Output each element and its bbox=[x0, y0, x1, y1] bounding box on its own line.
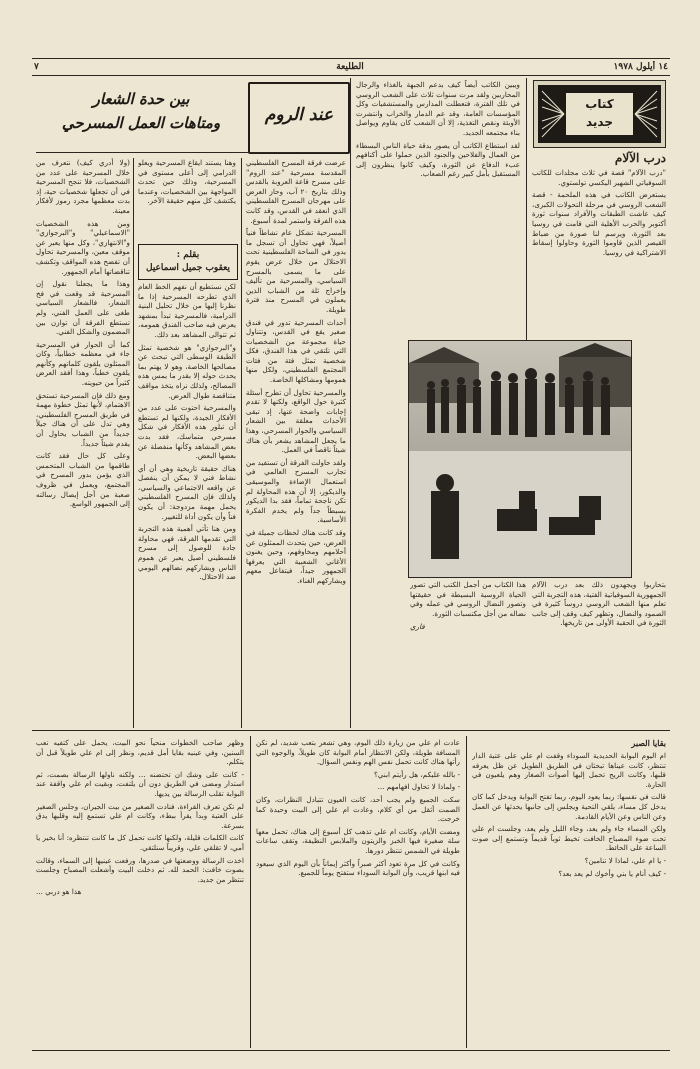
story-paragraph: - ولماذا لا تحاول افهامهم ... bbox=[377, 782, 460, 792]
headline-box bbox=[248, 82, 350, 154]
column-divider bbox=[241, 158, 242, 728]
article-paragraph: عرضت فرقة المسرح الفلسطيني المقدسة مسرحية "عند الروم" على مسرح قاعة العروبة بالقدس وذلك بتاريخ ٢٠ آب، وحاز العرض على مهرجان المسرح الفلسطيني الذي انعقد في القدس، وقد كانت هذه الفرقة واستمر لمدة أسبوع. bbox=[246, 158, 346, 225]
article-column-1 bbox=[246, 158, 346, 724]
article-paragraph: وهذا ما يجعلنا نقول إن المسرحية قد وقعت في فخ الشعار، فالشعار السياسي طغى على العمل الفني، ولم تستطع الفرقة أن توازن بين المضمون والشكل الفني. bbox=[36, 279, 130, 337]
article-column-2 bbox=[138, 282, 236, 724]
story-title: بقايا الصبر bbox=[631, 738, 666, 748]
byline-box bbox=[138, 244, 238, 280]
story-paragraph: لم تكن تعرف القراءة، فنادت الصغير من بيت الجيران، وجلس الصغير على العتبة وبدأ يقرأ ببطء، وكانت ام علي تستمع إليه وقلبها يدق بسرعة. bbox=[36, 801, 244, 830]
book-paragraph: يستعرض الكاتب في هذه الملحمة - قصة الشعب الروسي في مرحلة التحولات الكبرى، كيف عاشت الطبقات والأفراد سنوات ثورة أكتوبر والحرب الأهلية التي قامت في روسيا بعد الثورة، ويرسم لنا صورة من ضباط القيصر الذين قاوموا الثورة وحاولوا إسقاط الاشتراكية في روسيا. bbox=[532, 190, 666, 257]
book-paragraph: بتحاربوا ويجهدون ذلك بعد درب الآلام الجمهورية السوفياتية الفتية، هذه التجربة التي تعلم منها الشعب الروسي دروساً كثيرة في الصمود والنضال، وتظهر كيف وقف إلى جانب الثورة في الحقبة الأولى من تاريخها. bbox=[532, 580, 666, 628]
book-paragraph: لقد استطاع الكاتب أن يصور بدقة حياة الناس البسطاء من العمال والفلاحين والجنود الذين حملوا على أكتافهم عبء الدفاع عن الثورة، وكيف كانوا ينظرون إلى المستقبل بأمل كبير رغم الصعاب. bbox=[356, 140, 520, 179]
story-paragraph: قالت في نفسها: ربما يعود اليوم، ربما تفتح البوابة ويدخل كما كان يدخل كل مساء، يلقي التحية ويجلس إلى جانبها يحدثها عن العمل وعن الناس وعن الأيام القادمة. bbox=[472, 792, 666, 821]
header-rule-top bbox=[32, 58, 670, 59]
story-paragraph: ام اليوم البوابة الحديدية السوداء وقفت ام علي على عتبة الدار تنتظر، كانت عيناها تبحثان في الطريق الطويل عن ظل يعرفه قلبها، وكانت الريح تحمل إليها أصوات الصغار وهم يلعبون في الحارة. bbox=[472, 751, 666, 789]
story-paragraph: وكانت في كل مرة تعود أكثر صبراً وأكثر إيماناً بأن اليوم الذي سيعود فيه ابنها قريب، وأن البوابة السوداء ستفتح يوماً للجميع. bbox=[256, 858, 460, 878]
article-subtitle-line-2: ومتاهات العمل المسرحي bbox=[61, 114, 221, 132]
article-paragraph: ومن هذه الشخصيات "الاسماعيلي" و"البرجوازي" و"الانتهازي"، وكل منها يعبر عن موقف معين، والمسرحية تحاول أن تفضح هذه المواقف وتكشف تناقضاتها أمام الجمهور. bbox=[36, 218, 130, 276]
article-paragraph: و"البرجوازي" هو شخصية تمثل الطبقة الوسطى التي تبحث عن مصالحها الخاصة، وهو لا يهتم بما يحدث حوله إلا بقدر ما يمس هذه المصالح، ولذلك نراه يتخذ مواقف متناقضة طوال العرض. bbox=[138, 342, 236, 400]
article-column-3 bbox=[36, 158, 130, 724]
column-divider bbox=[350, 78, 351, 728]
article-paragraph: وعلى كل حال فقد كانت طاقمها من الشباب المتحمس الذي يؤمن بدور المسرح في المجتمع، ويعمل في ظروف صعبة من أجل إيصال رسالته إلى الجمهور الواسع. bbox=[36, 451, 130, 509]
book-review-column-2 bbox=[356, 80, 520, 336]
story-column-1 bbox=[472, 738, 666, 1044]
article-paragraph: ولقد حاولت الفرقة أن تستفيد من تجارب المسرح العالمي في استعمال الإضاءة والموسيقى والديكور، إلا أن هذه المحاولة لم تكن ناجحة تماماً، فقد بدا الديكور بسيطاً جداً ولم يخدم الفكرة الأساسية. bbox=[246, 457, 346, 525]
article-paragraph: لكن نستطيع أن نفهم الخط العام الذي تطرحه المسرحية إذا ما نظرنا إليها من خلال تحليل البنية الدرامية، فالمسرحية تبدأ بمشهد يعرض فيه صاحب الفندق همومه، ثم تتوالى المشاهد بعد ذلك. bbox=[138, 282, 236, 339]
story-paragraph: كانت الكلمات قليلة، ولكنها كانت تحمل كل ما كانت تنتظره: أنا بخير يا أمي، لا تقلقي علي، وقريباً سنلتقي. bbox=[36, 833, 244, 852]
logo-word-book: كتاب bbox=[585, 97, 614, 111]
section-name: الطليعة bbox=[336, 62, 364, 72]
article-paragraph: المسرحية تشكل عام نشاطاً فنياً أصيلاً، فهي تحاول أن تسجل ما يدور في الساحة الفلسطينية تحت الاحتلال من خلال عرض يقوم على ما يسمى بالمسرح السياسي، والمسرحية من تأليف وإخراج ثلة من الشباب الذين يعملون في المسرح منذ فترة طويلة. bbox=[246, 228, 346, 314]
article-column-2-top bbox=[138, 158, 236, 242]
article-paragraph: هناك حقيقة تاريخية وهي أن أي نشاط فني لا يمكن أن ينفصل عن واقعه الاجتماعي والسياسي، ولذلك فإن المسرح الفلسطيني يحمل مهمة مزدوجة: أن يكون فناً وأن يكون أداة للتغيير. bbox=[138, 463, 236, 521]
column-divider bbox=[133, 158, 134, 728]
section-separator bbox=[32, 730, 670, 731]
soldiers-photo-icon bbox=[409, 341, 631, 577]
new-book-logo bbox=[533, 80, 666, 148]
column-divider bbox=[466, 736, 467, 1048]
article-paragraph: كما أن الحوار في المسرحية جاء في معظمه خطابياً، وكان الممثلون يلقون كلماتهم وكأنهم يلقون خطباً، وهذا أفقد العرض كثيراً من حيويته. bbox=[36, 339, 130, 388]
article-author: يعقوب جميل اسماعيل bbox=[146, 263, 230, 273]
story-paragraph: سكت الجميع ولم يجب أحد، كانت العيون تتبادل النظرات، وكان الصمت أثقل من أي كلام، وعادت ام علي إلى البيت وحيدة كما خرجت. bbox=[256, 794, 460, 824]
story-paragraph: - كانت على وشك ان تحتضنه ... ولكنه ناولها الرسالة بصمت، ثم استدار ومضى في الطريق دون أن يلتفت، وبقيت ام علي واقفة عند البوابة تقلب الرسالة بين يديها. bbox=[36, 769, 244, 798]
story-paragraph: - يا ام علي، لماذا لا تنامين؟ bbox=[584, 855, 666, 865]
logo-word-new: جديد bbox=[585, 115, 614, 129]
story-paragraph: وظهر صاحب الخطوات منحياً نحو البيت، يحمل على كتفيه تعب السنين، وفي عينيه بقايا أمل قديم، ونظر إلى ام علي طويلاً قبل أن يتكلم. bbox=[36, 738, 244, 767]
book-paragraph: هذا الكتاب من أجمل الكتب التي تصور الحياة الروسية البسيطة في حقيقتها وتصور النضال الروسي في عمله وفي نضاله من أجل مكتسبات الثورة. bbox=[410, 580, 526, 618]
book-review-column-3 bbox=[532, 580, 666, 725]
story-paragraph: هذا هو دربي ... bbox=[36, 887, 82, 897]
issue-date: ١٤ أيلول ١٩٧٨ bbox=[613, 62, 668, 72]
story-paragraph: ولكن المساء جاء ولم يعد، وجاء الليل ولم يعد، وجلست ام علي تحت ضوء المصباح الخافت تخيط ثوباً قديماً وتستمع إلى صوت الساعة على الحائط. bbox=[472, 824, 666, 853]
story-column-3 bbox=[36, 738, 244, 1044]
page-number: ٧ bbox=[34, 62, 39, 72]
book-paragraph: "درب الآلام" قصة في ثلاث مجلدات للكاتب السوفياتي الشهير اليكسي تولستوي. bbox=[532, 168, 666, 187]
book-title: درب الآلام bbox=[614, 151, 666, 165]
story-column-2 bbox=[256, 738, 460, 1044]
story-paragraph: عادت ام علي من زيارة ذلك اليوم، وهي تشعر بتعب شديد، لم تكن المسافة طويلة، ولكن الانتظار أمام البوابة كان طويلاً، والوجوه التي رأتها هناك كانت تحمل نفس الهم ونفس السؤال. bbox=[256, 738, 460, 767]
story-paragraph: ومضت الأيام، وكانت ام علي تذهب كل أسبوع إلى هناك، تحمل معها سلة صغيرة فيها الخبز والزيتون والملابس النظيفة، وتقف ساعات طويلة في الشمس تنتظر دورها. bbox=[256, 826, 460, 855]
article-paragraph: (ولا أدري كيف) نتعرف من خلال المسرحية على عدد من الشخصيات، فلا تنجح المسرحية في أن تجعلها شخصيات حية، إذ بدت معظمها مجرد رموز لأفكار معينة. bbox=[36, 158, 130, 215]
article-subtitle-line-1: بين حدة الشعار bbox=[92, 90, 190, 108]
book-photo bbox=[408, 340, 632, 578]
article-paragraph: ومن هنا تأتي أهمية هذه التجربة التي تقدمها الفرقة، فهي محاولة جادة للوصول إلى مسرح فلسطيني أصيل يعبر عن هموم الناس ويشاركهم نضالهم اليومي ضد الاحتلال. bbox=[138, 524, 236, 582]
header-rule-bottom bbox=[32, 75, 670, 76]
article-paragraph: وهنا يستند ايقاع المسرحية ويعلو الدرامي إلى أعلى مستوى في المسرحية، وذلك حين تحدث المواجهة بين الشخصيات، وعندما يكتشف كل منهم حقيقة الآخر. bbox=[138, 158, 236, 206]
story-paragraph: - بالله عليكم، هل رأيتم ابني؟ bbox=[373, 769, 460, 779]
book-paragraph: ويبين الكاتب أيضاً كيف بدعم الجبهة بالغذاء والرجال المحاربين ولقد مرت سنوات ثلاث على الشعب الروسي في تلك الفترة، فتعطلت المدارس والمستشفيات وكل المؤسسات العامة، وقد عم الدمار والخراب وانتشرت الأوبئة ونقص التغذية، إلا أن الشعب كان يقاوم ويواصل بناء مجتمعه الجديد. bbox=[356, 80, 520, 137]
article-paragraph: والمسرحية احتوت على عدد من الأفكار الجيدة، ولكنها لم تستطع أن تبلور هذه الأفكار في شكل مسرحي متماسك، فقد بدت بعض المشاهد وكأنها منفصلة عن بعضها البعض. bbox=[138, 403, 236, 461]
article-paragraph: ومع ذلك فإن المسرحية تستحق الاهتمام، لأنها تمثل خطوة مهمة في طريق المسرح الفلسطيني، وهي تدل على أن هناك جيلاً جديداً من الشباب يحاول أن يقدم شيئاً جديداً. bbox=[36, 390, 130, 448]
byline-prefix: بقلم : bbox=[176, 250, 200, 260]
headline-underline bbox=[36, 152, 346, 153]
footer-rule bbox=[32, 1050, 670, 1051]
column-divider bbox=[250, 736, 251, 1048]
story-paragraph: - كيف أنام يا بني وأخوك لم يعد بعد؟ bbox=[558, 868, 666, 878]
book-review-signature: فاري bbox=[410, 622, 425, 632]
article-title: عند الروم bbox=[264, 105, 334, 125]
article-paragraph: وقد كانت هناك لحظات جميلة في العرض، حين يتحدث الممثلون عن أحلامهم ومخاوفهم، وحين يغنون الأغاني الشعبية التي يعرفها الجمهور جيداً، فيتفاعل معهم ويشاركهم الغناء. bbox=[246, 527, 346, 585]
article-paragraph: أحداث المسرحية تدور في فندق صغير يقع في القدس، وتتناول حياة مجموعة من الشخصيات التي تلتقي في هذا الفندق، فكل شخصية تمثل فئة من فئات المجتمع الفلسطيني، ولكل منها همومها ومشاكلها الخاصة. bbox=[246, 317, 346, 385]
article-paragraph: والمسرحية تحاول أن تطرح أسئلة كثيرة حول الواقع، ولكنها لا تقدم إجابات واضحة عنها، إذ تبقى الأحداث معلقة بين الشعار السياسي والحوار المسرحي، وهذا ما يجعل المشاهد يشعر بأن هناك شيئاً ناقصاً في العمل. bbox=[246, 387, 346, 455]
book-review-column-4 bbox=[410, 580, 526, 725]
story-paragraph: اخذت الرسالة ووضعتها في صدرها، ورفعت عينيها إلى السماء، وقالت بصوت خافت: الحمد لله. ثم دخلت البيت وأشعلت المصباح وجلست تنتظر من جديد. bbox=[36, 855, 244, 884]
